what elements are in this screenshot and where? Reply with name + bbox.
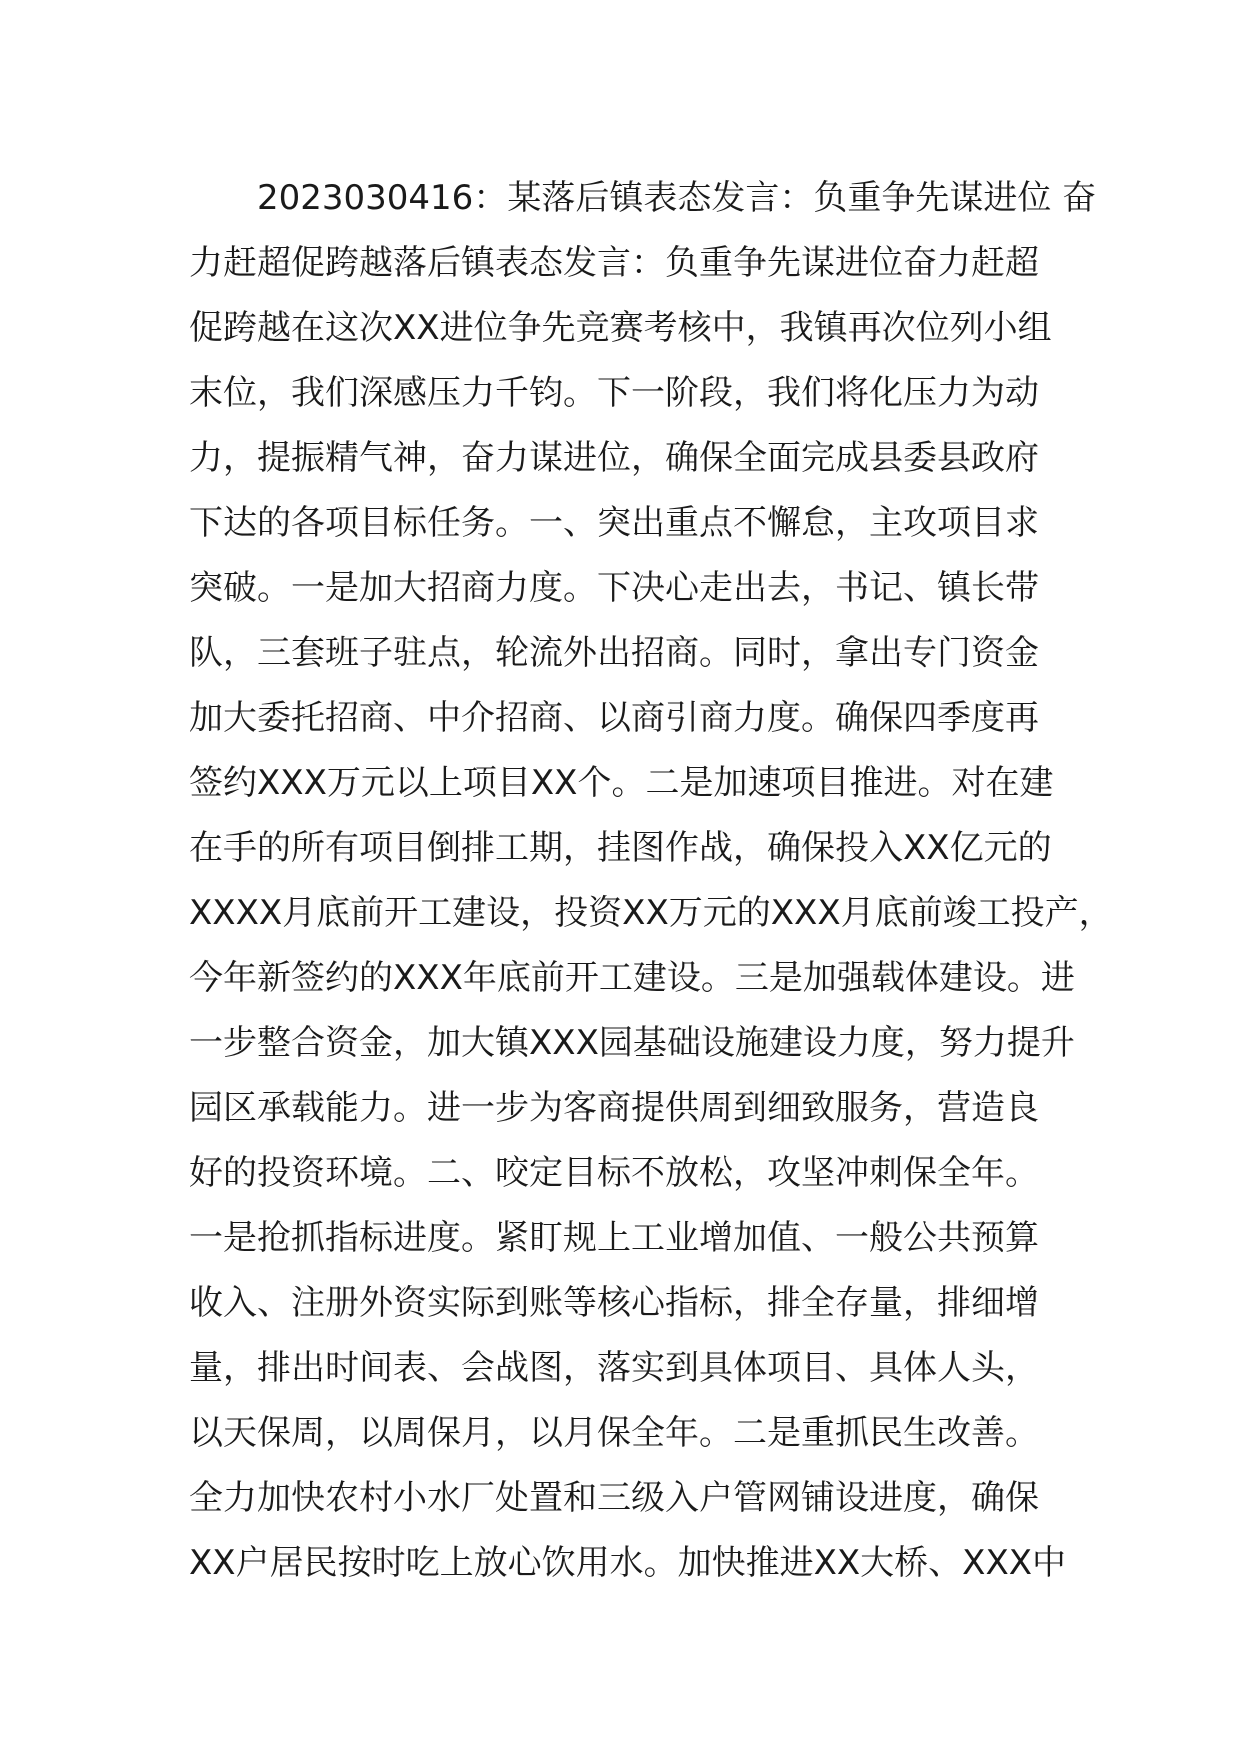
text-line: XX户居民按时吃上放心饮用水。加快推进XX大桥、XXX中 (189, 1543, 1067, 1583)
text-line: 加大委托招商、中介招商、以商引商力度。确保四季度再 (189, 698, 1039, 738)
text-line: 促跨越在这次XX进位争先竞赛考核中，我镇再次位列小组 (189, 308, 1052, 348)
text-line: 末位，我们深感压力千钧。下一阶段，我们将化压力为动 (189, 373, 1039, 413)
text-line: 力赶超促跨越落后镇表态发言：负重争先谋进位奋力赶超 (189, 243, 1039, 283)
text-line: 一步整合资金，加大镇XXX园基础设施建设力度，努力提升 (189, 1023, 1075, 1063)
text-line: 以天保周，以周保月，以月保全年。二是重抓民生改善。 (189, 1413, 1039, 1453)
text-line: 园区承载能力。进一步为客商提供周到细致服务，营造良 (189, 1088, 1039, 1128)
text-line: 签约XXX万元以上项目XX个。二是加速项目推进。对在建 (189, 763, 1054, 803)
text-line: 好的投资环境。二、咬定目标不放松，攻坚冲刺保全年。 (189, 1153, 1039, 1193)
text-line: 在手的所有项目倒排工期，挂图作战，确保投入XX亿元的 (189, 828, 1052, 868)
text-line: 队，三套班子驻点，轮流外出招商。同时，拿出专门资金 (189, 633, 1039, 673)
text-line: 下达的各项目标任务。一、突出重点不懈怠，主攻项目求 (189, 503, 1039, 543)
text-line: 突破。一是加大招商力度。下决心走出去，书记、镇长带 (189, 568, 1039, 608)
text-line: 全力加快农村小水厂处置和三级入户管网铺设进度，确保 (189, 1478, 1039, 1518)
text-line: 收入、注册外资实际到账等核心指标，排全存量，排细增 (189, 1283, 1039, 1323)
text-line: 2023030416：某落后镇表态发言：负重争先谋进位 奋 (189, 178, 1097, 218)
body-text (189, 166, 1113, 1596)
text-line: XXXX月底前开工建设，投资XX万元的XXX月底前竣工投产， (189, 893, 1113, 933)
text-line: 一是抢抓指标进度。紧盯规上工业增加值、一般公共预算 (189, 1218, 1039, 1258)
text-line: 量，排出时间表、会战图，落实到具体项目、具体人头， (189, 1348, 1039, 1388)
text-line: 力，提振精气神，奋力谋进位，确保全面完成县委县政府 (189, 438, 1039, 478)
text-line: 今年新签约的XXX年底前开工建设。三是加强载体建设。进 (189, 958, 1075, 998)
